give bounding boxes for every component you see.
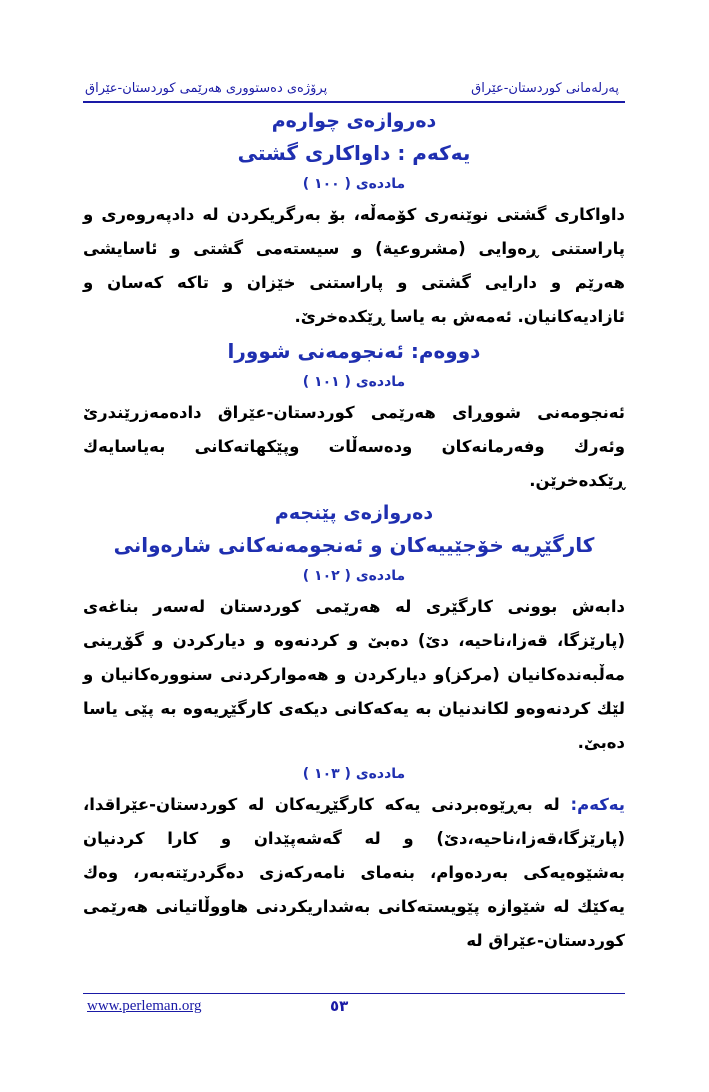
header-parliament-title: پەرلەمانی کوردستان-عێراق [471, 81, 619, 96]
article-100-heading: ماددەی ( ١٠٠ ) [302, 176, 406, 192]
article-102-heading: ماددەی ( ١٠٢ ) [302, 568, 406, 584]
page-number: ٥٣ [330, 997, 349, 1015]
local-administration-heading: کارگێڕیە خۆجێییەکان و ئەنجومەنەکانی شارەوانی [113, 533, 595, 557]
article-101-text: ئەنجومەنی شووڕای هەرێمی کوردستان-عێراق دادەمەزرێندرێ وئەرك وفەرمانەکان ودەسەڵات وپێکهاتەکانی بەیاسایەك ڕێکدەخرێن. [83, 403, 625, 490]
header-rule [83, 101, 625, 103]
article-100-text: داواکاری گشتی نوێنەری کۆمەڵە، بۆ بەرگریکردن لە دادپەروەری و پاراستنی ڕەوایی (مشروعیة) و سیستەمی گشتی و ئاسایشی هەرێم و دارایی گشتی و پاراستنی خێزان و تاکە کەسان و ئازادیەکانیان. ئەمەش بە یاسا ڕێکدەخرێ. [83, 205, 625, 326]
article-103-heading: ماددەی ( ١٠٣ ) [302, 766, 406, 782]
header-constitution-title: پرۆژەی دەستووری هەرێمی کوردستان-عێراق [85, 81, 328, 96]
article-103-lead: یەکەم: [570, 795, 625, 814]
article-103-body: لە بەڕێوەبردنی یەکە کارگێڕیەکان لە کوردستان-عێراقدا، (پارێزگا،قەزا،ناحیە،دێ) و لە گەشەپێدان و کارا کردنیان بەشێوەیەکی بەردەوام، بنەمای نامەرکەزی دەگردرێتەبەر، وەك یەکێك لە شێوازە پێویستەکانی بەشداریکردنی هاووڵاتیانی هەرێمی کوردستان-عێراق لە [83, 795, 625, 950]
article-103-text [83, 788, 625, 958]
page-content [83, 106, 625, 958]
general-prosecution-heading: یەکەم : داواکاری گشتی [237, 141, 471, 165]
footer-rule [83, 993, 625, 994]
page-header [83, 78, 625, 100]
chapter-five-heading: دەروازەی پێنجەم [274, 502, 434, 524]
article-101-heading: ماددەی ( ١٠١ ) [302, 374, 406, 390]
article-102-text: دابەش بوونی کارگێری لە هەرێمی کوردستان لەسەر بناغەی (پارێزگا، قەزا،ناحیە، دێ) دەبێ و کردنەوە و دیارکردن و گۆڕینی مەڵبەندەکانیان (مرکز)و دیارکردن و هەموارکردنی سنوورەکانیان و لێك کردنەوەو لکاندنیان بە یەکەکانی دیکەی کارگێڕیەوە بە پێی یاسا دەبێ. [83, 597, 625, 752]
footer-website-link[interactable]: www.perleman.org [87, 998, 202, 1014]
chapter-four-heading: دەروازەی چوارەم [271, 110, 437, 132]
shura-council-heading: دووەم: ئەنجومەنی شوورا [227, 339, 481, 363]
